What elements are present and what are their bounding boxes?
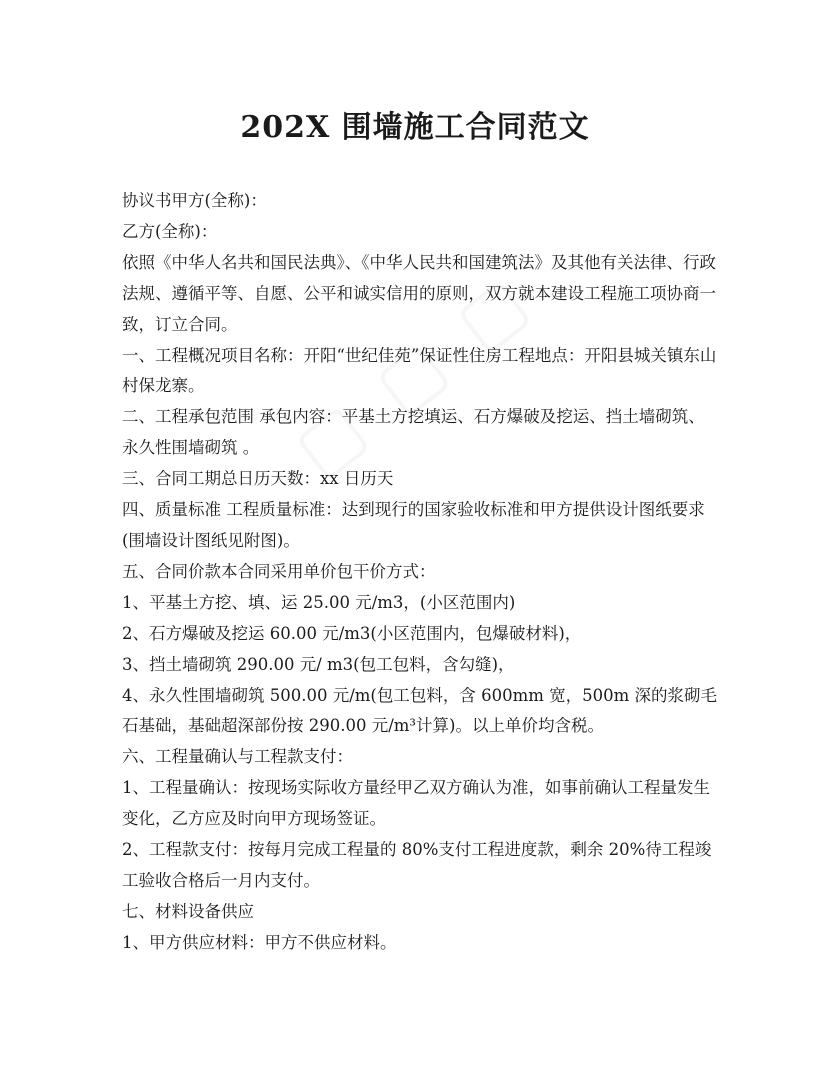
paragraph-section-2: 二、工程承包范围 承包内容：平基土方挖填运、石方爆破及挖运、挡土墙砌筑、永久性围墙砌筑 。: [122, 407, 705, 458]
paragraph-materials-supply: 1、甲方供应材料：甲方不供应材料。: [122, 932, 397, 952]
paragraph-price-4: 4、永久性围墙砌筑 500.00 元/m(包工包料，含 600mm 宽，500m 深的浆砌毛石基础，基础超深部份按 290.00 元/m³计算)。以上单价均含税。: [122, 685, 718, 736]
paragraph-section-5: 五、合同价款本合同采用单价包干价方式：: [122, 561, 436, 581]
document-title: 202X 围墙施工合同范文: [240, 110, 590, 145]
paragraph-price-1: 1、平基土方挖、填、运 25.00 元/m3，(小区范围内): [122, 592, 516, 612]
paragraph-section-1: 一、工程概况项目名称：开阳“世纪佳苑”保证性住房工程地点：开阳县城关镇东山村保龙寨。: [122, 345, 717, 396]
paragraph-preamble: 依照《中华人名共和国民法典》、《中华人民共和国建筑法》及其他有关法律、行政法规、遵循平等、自愿、公平和诚实信用的原则，双方就本建设工程施工项协商一致，订立合同。: [122, 252, 716, 334]
paragraph-party-a: 协议书甲方(全称)：: [122, 191, 267, 210]
paragraph-section-7: 七、材料设备供应: [122, 901, 254, 921]
paragraph-price-3: 3、挡土墙砌筑 290.00 元/ m3(包工包料，含勾缝)，: [122, 654, 515, 674]
document-body: [122, 186, 720, 959]
paragraph-price-2: 2、石方爆破及挖运 60.00 元/m3(小区范围内，包爆破材料)，: [122, 623, 582, 643]
paragraph-section-3: 三、合同工期总日历天数：xx 日历天: [122, 469, 394, 489]
paragraph-section-6: 六、工程量确认与工程款支付：: [122, 747, 353, 767]
paragraph-quantity-confirm: 1、工程量确认：按现场实际收方量经甲乙双方确认为准，如事前确认工程量发生变化，乙方应及时向甲方现场签证。: [122, 778, 710, 829]
paragraph-section-4: 四、质量标准 工程质量标准：达到现行的国家验收标准和甲方提供设计图纸要求(围墙设计图纸见附图)。: [122, 500, 705, 550]
paragraph-payment: 2、工程款支付：按每月完成工程量的 80%支付工程进度款，剩余 20%待工程竣工验收合格后一月内支付。: [122, 840, 712, 890]
paragraph-party-b: 乙方(全称)：: [122, 221, 218, 241]
